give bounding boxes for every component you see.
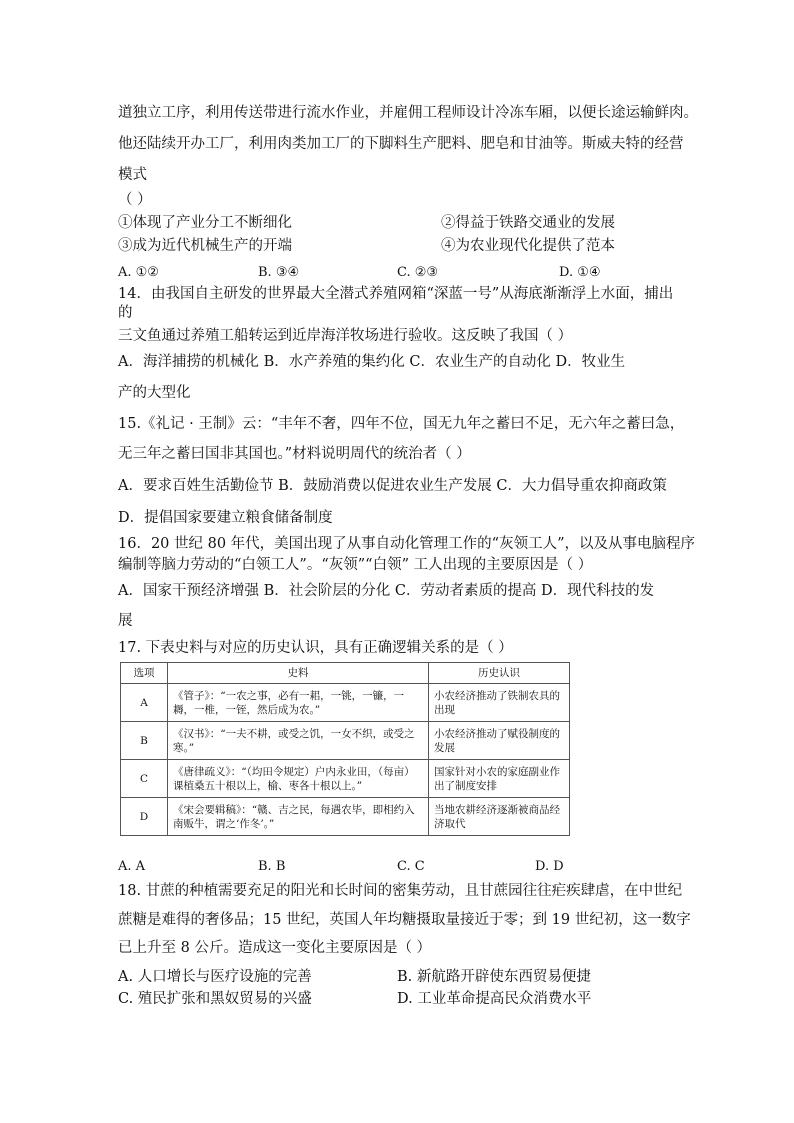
table-row bbox=[121, 684, 570, 722]
row-source: 《宋会要辑稿》：“赣、吉之民，每遇农毕，即相约入南贩牛，谓之‘作冬’。” bbox=[168, 798, 429, 836]
q17-stem: 17. 下表史料与对应的历史认识，具有正确逻辑关系的是（ ） bbox=[118, 640, 513, 656]
q13-statement-4: ④为农业现代化提供了范本 bbox=[441, 238, 615, 254]
row-view: 当地农耕经济逐渐被商品经济取代 bbox=[429, 798, 570, 836]
q15-line2: 无三年之蓄曰国非其国也。”材料说明周代的统治者（ ） bbox=[118, 446, 471, 462]
q13-statement-1: ①体现了产业分工不断细化 bbox=[118, 215, 292, 231]
row-view: 小农经济推动了铁制农具的出现 bbox=[429, 684, 570, 722]
header-source: 史料 bbox=[168, 663, 429, 684]
q13-statement-3: ③成为近代机械生产的开端 bbox=[118, 238, 292, 254]
table-row bbox=[121, 798, 570, 836]
q13-option-c: C. ②③ bbox=[397, 265, 439, 280]
row-option: A bbox=[121, 684, 168, 722]
q17-option-a: A. A bbox=[118, 859, 146, 874]
q13-bracket: （ ） bbox=[118, 192, 152, 208]
q13-line2: 他还陆续开办工厂，利用肉类加工厂的下脚料生产肥料、肥皂和甘油等。斯威夫特的经营 bbox=[118, 136, 684, 152]
row-option: C bbox=[121, 760, 168, 798]
q18-line2: 蔗糖是难得的奢侈品；15 世纪，英国人年均糖摄取量接近于零；到 19 世纪初，这一数字 bbox=[118, 912, 691, 928]
q13-option-a: A. ①② bbox=[118, 265, 159, 280]
q17-option-b: B. B bbox=[258, 859, 286, 874]
q15-line1: 15.《礼记 · 王制》云：“丰年不奢，四年不位，国无九年之蓄曰不足，无六年之蓄曰急， bbox=[118, 416, 685, 432]
q14-line2: 的 bbox=[118, 305, 133, 321]
q18-line3: 已上升至 8 公斤。造成这一变化主要原因是（ ） bbox=[118, 940, 432, 956]
q14-line3: 三文鱼通过养殖工船转运到近岸海洋牧场进行验收。这反映了我国（ ） bbox=[118, 328, 573, 344]
q13-statement-2: ②得益于铁路交通业的发展 bbox=[441, 215, 615, 231]
header-option: 选项 bbox=[121, 663, 168, 684]
q16-line1: 16．20 世纪 80 年代，美国出现了从事自动化管理工作的“灰领工人”，以及从事电脑程序 bbox=[118, 536, 696, 552]
q17-source-table bbox=[120, 662, 570, 836]
q18-option-c: C. 殖民扩张和黑奴贸易的兴盛 bbox=[118, 991, 312, 1007]
q16-line4: 展 bbox=[118, 613, 133, 629]
q14-line5: 产的大型化 bbox=[118, 385, 191, 401]
q13-option-d: D. ①④ bbox=[559, 265, 601, 280]
row-view: 小农经济推动了赋役制度的发展 bbox=[429, 722, 570, 760]
q17-option-c: C. C bbox=[397, 859, 425, 874]
q13-option-b: B. ③④ bbox=[258, 265, 300, 280]
row-source: 《管子》：“一农之事，必有一耜，一铫，一镰，一耨，一椎，一铚，然后成为农。” bbox=[168, 684, 429, 722]
q18-option-a: A. 人口增长与医疗设施的完善 bbox=[118, 969, 312, 985]
row-view: 国家针对小农的家庭副业作出了制度安排 bbox=[429, 760, 570, 798]
row-source: 《唐律疏义》：“（均田令规定）户内永业田，（每亩）课植桑五十根以上，榆、枣各十根以上。” bbox=[168, 760, 429, 798]
q16-line3: A．国家干预经济增强 B．社会阶层的分化 C．劳动者素质的提高 D．现代科技的发 bbox=[118, 583, 655, 599]
table-row bbox=[121, 760, 570, 798]
q18-option-b: B. 新航路开辟使东西贸易便捷 bbox=[397, 969, 591, 985]
q15-line3: A．要求百姓生活勤俭节 B．鼓励消费以促进农业生产发展 C．大力倡导重农抑商政策 bbox=[118, 478, 667, 494]
q18-option-d: D. 工业革命提高民众消费水平 bbox=[397, 991, 592, 1007]
q16-line2: 编制等脑力劳动的“白领工人”。“灰领”“白领” 工人出现的主要原因是（ ） bbox=[118, 557, 593, 573]
table-header-row bbox=[121, 663, 570, 684]
q15-line4: D．提倡国家要建立粮食储备制度 bbox=[118, 510, 333, 526]
q14-line4: A．海洋捕捞的机械化 B．水产养殖的集约化 C．农业生产的自动化 D．牧业生 bbox=[118, 354, 626, 370]
row-option: D bbox=[121, 798, 168, 836]
header-view: 历史认识 bbox=[429, 663, 570, 684]
row-source: 《汉书》：“一夫不耕，或受之饥，一女不织，或受之寒。” bbox=[168, 722, 429, 760]
q14-line1: 14．由我国自主研发的世界最大全潜式养殖网箱“深蓝一号”从海底渐渐浮上水面，捕出 bbox=[118, 286, 674, 302]
q13-line1: 道独立工序，利用传送带进行流水作业，并雇佣工程师设计冷冻车厢，以便长途运输鲜肉。 bbox=[118, 105, 698, 121]
q18-line1: 18. 甘蔗的种植需要充足的阳光和长时间的密集劳动，且甘蔗园往往疟疾肆虐，在中世纪 bbox=[118, 883, 683, 899]
table-row bbox=[121, 722, 570, 760]
q13-line3: 模式 bbox=[118, 167, 147, 183]
q17-option-d: D. D bbox=[535, 859, 564, 874]
row-option: B bbox=[121, 722, 168, 760]
